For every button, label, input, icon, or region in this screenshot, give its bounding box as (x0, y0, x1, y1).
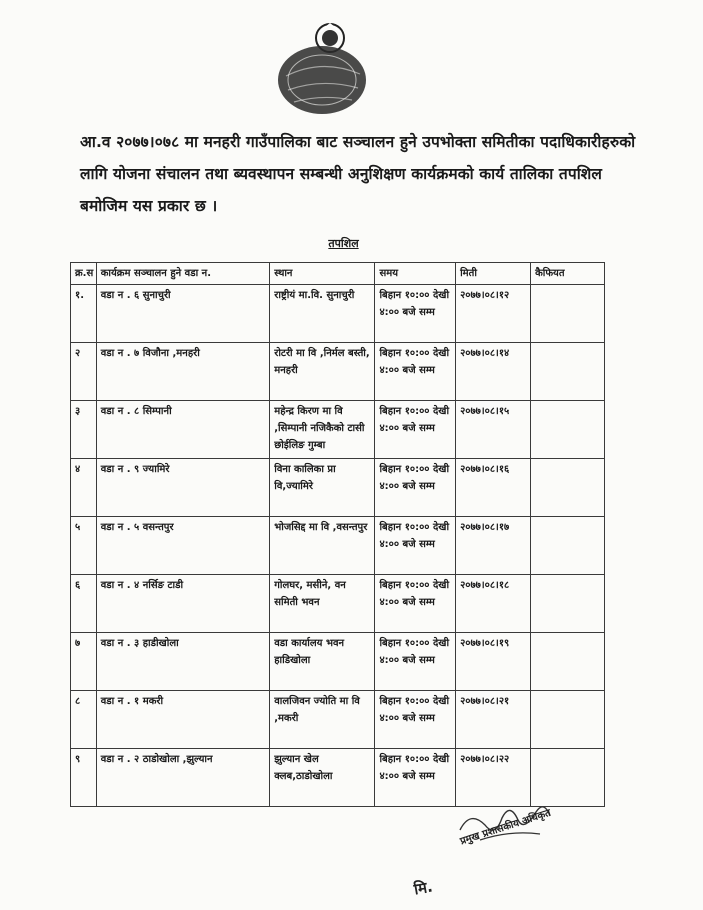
document-heading: आ.व २०७७।०७८ मा मनहरी गाउँपालिका बाट सञ्चालन हुने उपभोक्ता समितीका पदाधिकारीहरुको लागि योजना संचालन तथा ब्यवस्थापन सम्बन्धी अनुशिक्षण कार्यक्रमको कार्य तालिका तपशिल बमोजिम यस प्रकार छ । (80, 133, 636, 215)
cell-date: २०७७।०८।१५ (456, 401, 531, 459)
cell-remarks (531, 633, 605, 691)
cell-ward: वडा न . ५ वसन्तपुर (96, 517, 270, 575)
cell-serial: ९ (71, 749, 97, 807)
cell-ward: वडा न . ७ विजौना ,मनहरी (96, 343, 270, 401)
cell-ward: वडा न . २ ठाडोखोला ,झुल्यान (96, 749, 270, 807)
table-row (71, 691, 605, 749)
cell-place: राष्ट्रीयं मा.वि. सुनाचुरी (270, 285, 375, 343)
cell-ward: वडा न . १ मकरी (96, 691, 270, 749)
cell-date: २०७७।०८।१४ (456, 343, 531, 401)
signatory-title: प्रमुख प्रशासकीय अधिकृत (458, 807, 553, 848)
cell-ward: वडा न . ८ सिम्पानी (96, 401, 270, 459)
cell-remarks (531, 575, 605, 633)
cell-place: झुल्यान खेल क्लब,ठाडोखोला (270, 749, 375, 807)
cell-time: बिहान १०:०० देखी ४:०० बजे सम्म (375, 343, 456, 401)
table-row (71, 459, 605, 517)
cell-place: भोजसिद्द मा वि ,वसन्तपुर (270, 517, 375, 575)
municipality-seal (268, 18, 376, 118)
table-row (71, 517, 605, 575)
header-time: समय (375, 263, 456, 285)
cell-time: बिहान १०:०० देखी ४:०० बजे सम्म (375, 459, 456, 517)
table-row (71, 343, 605, 401)
cell-date: २०७७।०८।१७ (456, 517, 531, 575)
cell-time: बिहान १०:०० देखी ४:०० बजे सम्म (375, 285, 456, 343)
cell-remarks (531, 459, 605, 517)
cell-serial: ४ (71, 459, 97, 517)
cell-time: बिहान १०:०० देखी ४:०० बजे सम्म (375, 633, 456, 691)
cell-place: वालजिवन ज्योति मा वि ,मकरी (270, 691, 375, 749)
cell-time: बिहान १०:०० देखी ४:०० बजे सम्म (375, 517, 456, 575)
cell-date: २०७७।०८।२२ (456, 749, 531, 807)
cell-serial: ३ (71, 401, 97, 459)
table-row (71, 401, 605, 459)
table-caption (0, 232, 703, 251)
header-remarks: कैफियत (531, 263, 605, 285)
cell-serial: ७ (71, 633, 97, 691)
cell-ward: वडा न . ३ हाडीखोला (96, 633, 270, 691)
table-header-row (71, 263, 605, 285)
cell-serial: १. (71, 285, 97, 343)
header-place: स्थान (270, 263, 375, 285)
cell-serial: ६ (71, 575, 97, 633)
cell-remarks (531, 343, 605, 401)
cell-ward: वडा न . ६ सुनाचुरी (96, 285, 270, 343)
schedule-table (70, 262, 605, 807)
cell-place: महेन्द्र किरण मा वि ,सिम्पानी नजिकैको टासी छोईलिङ गुम्बा (270, 401, 375, 459)
cell-serial: ८ (71, 691, 97, 749)
header-serial: क्र.स (71, 263, 97, 285)
cell-serial: २ (71, 343, 97, 401)
cell-date: २०७७।०८।१९ (456, 633, 531, 691)
header-date: मिती (456, 263, 531, 285)
cell-date: २०७७।०८।१२ (456, 285, 531, 343)
cell-ward: वडा न . ९ ज्यामिरे (96, 459, 270, 517)
cell-date: २०७७।०८।१६ (456, 459, 531, 517)
cell-remarks (531, 401, 605, 459)
cell-place: गोलघर, मसीने, वन समिती भवन (270, 575, 375, 633)
table-row (71, 633, 605, 691)
cell-time: बिहान १०:०० देखी ४:०० बजे सम्म (375, 691, 456, 749)
table-row (71, 575, 605, 633)
cell-time: बिहान १०:०० देखी ४:०० बजे सम्म (375, 401, 456, 459)
cell-date: २०७७।०८।२१ (456, 691, 531, 749)
cell-time: बिहान १०:०० देखी ४:०० बजे सम्म (375, 749, 456, 807)
cell-time: बिहान १०:०० देखी ४:०० बजे सम्म (375, 575, 456, 633)
cell-place: विना कालिका प्रा वि,ज्यामिरे (270, 459, 375, 517)
table-row (71, 285, 605, 343)
cell-serial: ५ (71, 517, 97, 575)
cell-ward: वडा न . ४ नर्सिङ टाडी (96, 575, 270, 633)
header-ward: कार्यक्रम सञ्चालन हुने वडा न. (96, 263, 270, 285)
cell-date: २०७७।०८।१८ (456, 575, 531, 633)
cell-remarks (531, 691, 605, 749)
cell-remarks (531, 517, 605, 575)
cell-place: रोटरी मा वि ,निर्मल बस्ती, मनहरी (270, 343, 375, 401)
signature-mark: मि. (412, 877, 434, 899)
cell-remarks (531, 285, 605, 343)
cell-place: वडा कार्यालय भवन हाडिखोला (270, 633, 375, 691)
subtitle-text: तपशिल (328, 237, 359, 250)
